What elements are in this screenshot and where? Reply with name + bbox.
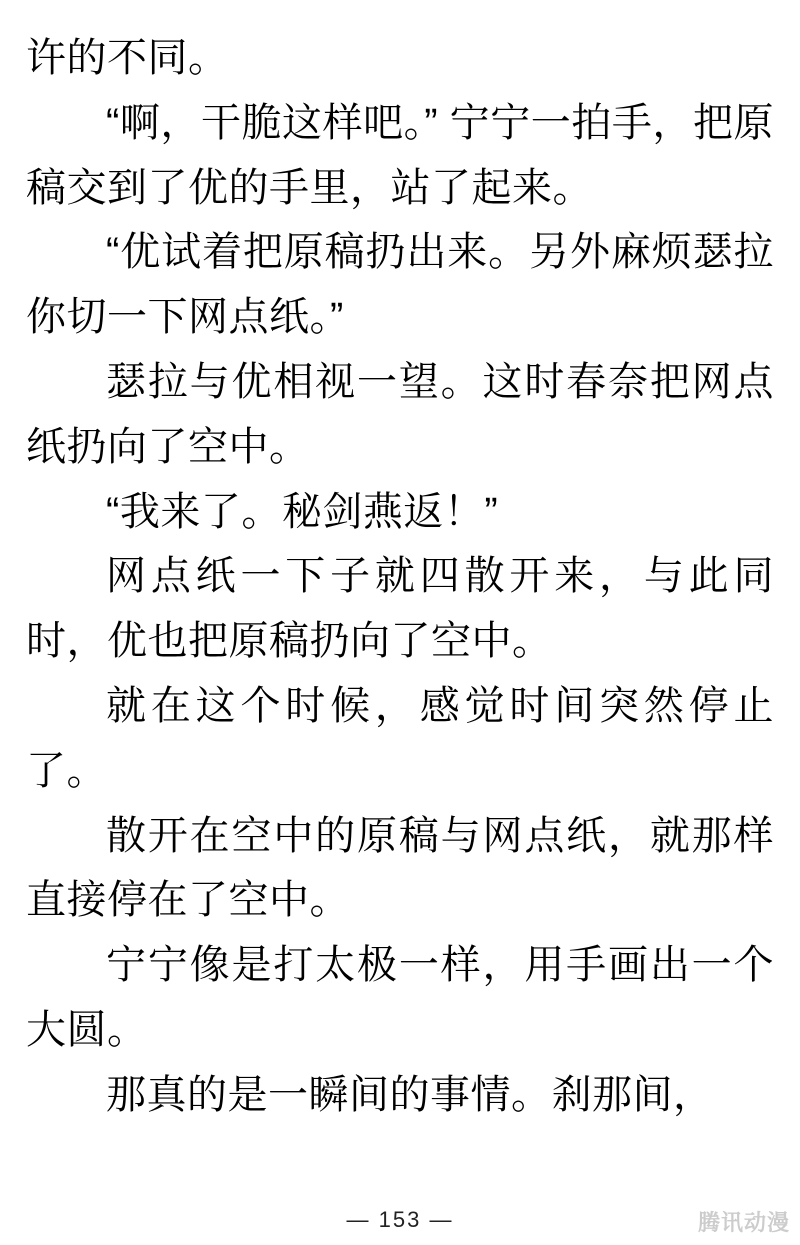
paragraph: 那真的是一瞬间的事情。刹那间， (106, 1072, 714, 1117)
paragraph: “啊，干脆这样吧。” 宁宁一拍手，把原稿交到了优的手里，站了起来。 (26, 100, 774, 210)
paragraph: “我来了。秘剑燕返！” (106, 489, 499, 534)
paragraph: 许的不同。 (26, 36, 229, 80)
paragraph: 就在这个时候，感觉时间突然停止了。 (26, 683, 774, 793)
page-number: — 153 — (346, 1207, 454, 1232)
watermark-label: 腾讯动漫 (697, 1210, 790, 1235)
paragraph: 宁宁像是打太极一样，用手画出一个大圆。 (26, 943, 774, 1052)
paragraph: 散开在空中的原稿与网点纸，就那样直接停在了空中。 (26, 813, 774, 923)
paragraph: 网点纸一下子就四散开来，与此同时，优也把原稿扔向了空中。 (26, 554, 774, 664)
paragraph: 瑟拉与优相视一望。这时春奈把网点纸扔向了空中。 (26, 359, 774, 469)
page-body-text (26, 26, 774, 1128)
paragraph: “优试着把原稿扔出来。另外麻烦瑟拉你切一下网点纸。” (26, 230, 774, 340)
